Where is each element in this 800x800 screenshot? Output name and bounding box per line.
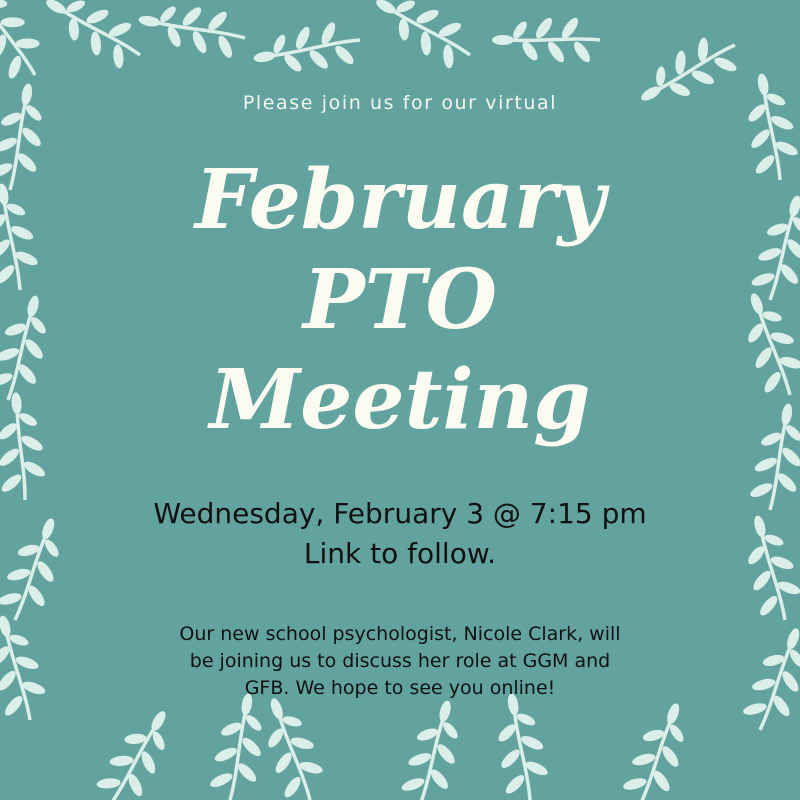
invitation-intro: Please join us for our virtual [242, 92, 558, 114]
title-line: Meeting [209, 352, 591, 448]
meeting-link-note: Link to follow. [303, 537, 497, 570]
title-line: February [194, 152, 606, 248]
leaf-sprig-icon [134, 0, 249, 62]
leaf-sprig-icon [206, 689, 273, 800]
leaf-sprig-icon [617, 695, 700, 800]
leaf-sprig-icon [89, 699, 186, 800]
leaf-sprig-icon [364, 0, 482, 76]
leaf-sprig-icon [492, 15, 600, 64]
leaf-sprig-icon [249, 16, 364, 83]
leaf-sprig-icon [250, 690, 333, 800]
description-line: Our new school psychologist, Nicole Clark, will [179, 623, 621, 645]
meeting-date-time: Wednesday, February 3 @ 7:15 pm [153, 497, 647, 530]
leaf-sprig-icon [396, 694, 472, 800]
leaf-sprig-icon [487, 689, 554, 800]
title-line: PTO [302, 252, 498, 348]
leaf-sprig-icon [0, 0, 55, 89]
description-line: be joining us to discuss her role at GGM and [189, 650, 611, 672]
leaf-sprig-icon [34, 0, 152, 76]
description-line: GFB. We hope to see you online! [244, 677, 556, 699]
meeting-title [0, 150, 800, 450]
meeting-description [0, 621, 800, 702]
meeting-details [0, 494, 800, 574]
